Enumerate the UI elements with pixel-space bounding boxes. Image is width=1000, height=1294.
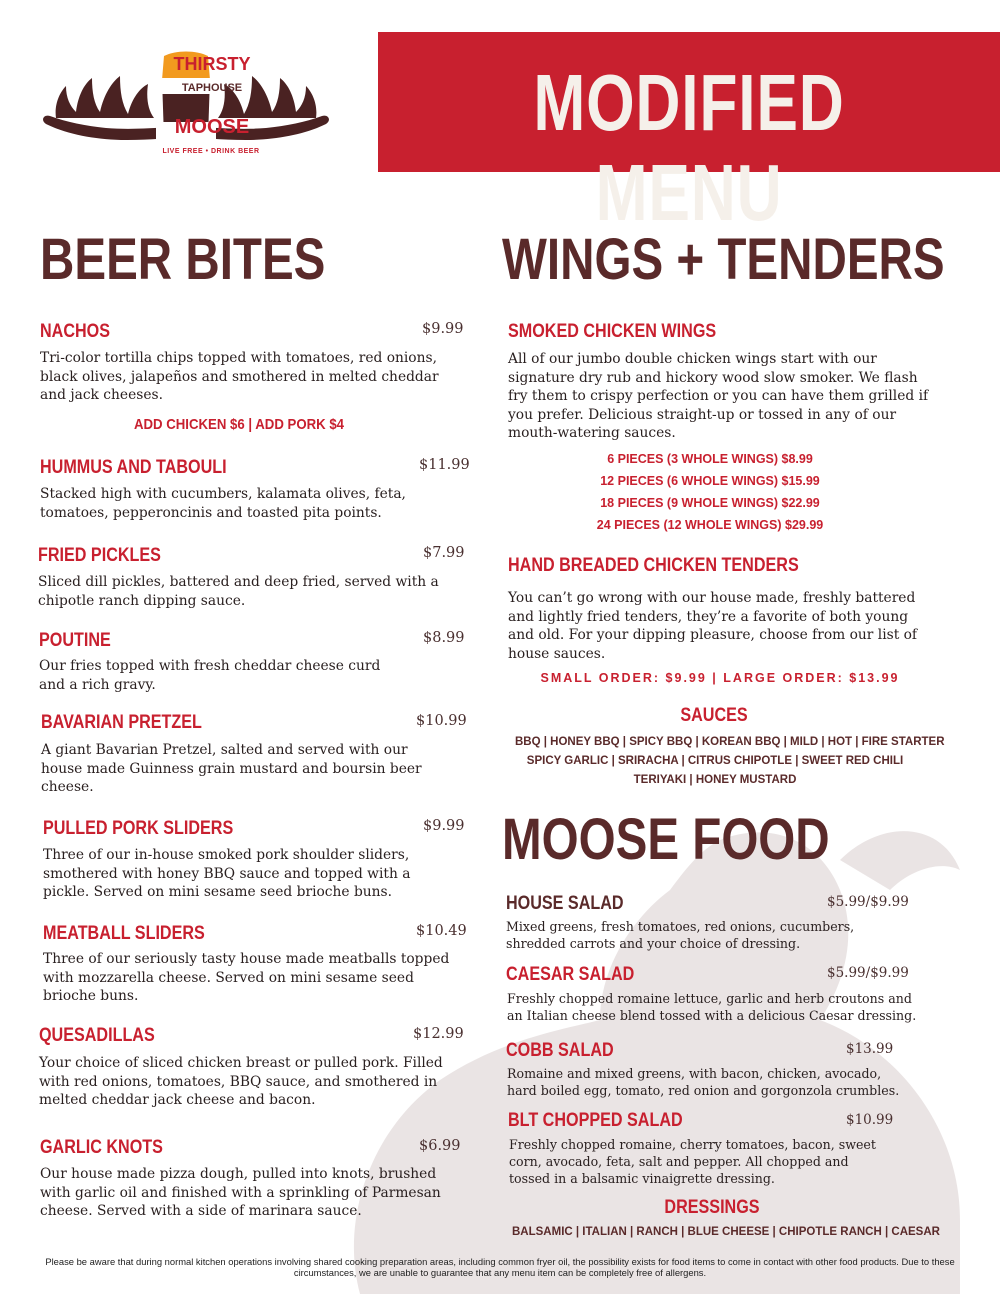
logo-line-taphouse: TAPHOUSE bbox=[181, 82, 243, 94]
brand-logo bbox=[36, 48, 336, 168]
item-name: BAVARIAN PRETZEL bbox=[41, 712, 202, 733]
item-description: Three of our in-house smoked pork shoulder sliders, smothered with honey BBQ sauce and topped with a pickle. Served on mini sesame seed brioche buns. bbox=[43, 847, 411, 900]
item-name: CAESAR SALAD bbox=[506, 964, 635, 985]
item-description: Three of our seriously tasty house made meatballs topped with mozzarella cheese. Served on mini sesame seed brioche buns. bbox=[43, 951, 450, 1004]
item-name: SMOKED CHICKEN WINGS bbox=[508, 321, 717, 342]
sauces-line: SPICY GARLIC | SRIRACHA | CITRUS CHIPOTLE | SWEET RED CHILI bbox=[526, 755, 904, 767]
item-description: Freshly chopped romaine lettuce, garlic and herb croutons and an Italian cheese blend tossed with a delicious Caesar dressing. bbox=[507, 991, 917, 1023]
section-title-moose-food: MOOSE FOOD bbox=[502, 807, 830, 872]
sauces-heading: SAUCES bbox=[680, 705, 748, 726]
logo-wordmark bbox=[160, 52, 264, 144]
item-price: $10.49 bbox=[416, 923, 467, 939]
item-price: $9.99 bbox=[422, 321, 464, 337]
item-description: Your choice of sliced chicken breast or pulled pork. Filled with red onions, tomatoes, BBQ sauce, and smothered in melted cheddar jack cheese and bacon. bbox=[39, 1055, 443, 1108]
item-description: Our fries topped with fresh cheddar cheese curd and a rich gravy. bbox=[39, 658, 381, 693]
logo-slogan: LIVE FREE • DRINK BEER bbox=[162, 148, 260, 155]
item-price: $13.99 bbox=[846, 1041, 894, 1057]
item-name: COBB SALAD bbox=[506, 1040, 614, 1061]
item-price: $10.99 bbox=[416, 713, 467, 729]
item-price: $5.99/$9.99 bbox=[827, 965, 909, 981]
item-price: $7.99 bbox=[423, 545, 465, 561]
item-description: All of our jumbo double chicken wings start with our signature dry rub and hickory wood slow smoker. We flash fry them to crispy perfection or you can have them grilled if you prefer. Delicious straight-up or tossed in any of our mouth-watering sauces. bbox=[508, 351, 929, 441]
item-name: HOUSE SALAD bbox=[506, 893, 624, 914]
item-price: $11.99 bbox=[419, 457, 470, 473]
section-title-wings-tenders: WINGS + TENDERS bbox=[502, 227, 945, 292]
item-description: Romaine and mixed greens, with bacon, chicken, avocado, hard boiled egg, tomato, red onion and gorgonzola crumbles. bbox=[507, 1066, 900, 1098]
wing-option: 24 PIECES (12 WHOLE WINGS) $29.99 bbox=[596, 518, 824, 532]
item-description: Sliced dill pickles, battered and deep fried, served with a chipotle ranch dipping sauce. bbox=[38, 574, 439, 609]
header-banner bbox=[378, 32, 1000, 237]
item-name: PULLED PORK SLIDERS bbox=[43, 818, 234, 839]
item-name: MEATBALL SLIDERS bbox=[43, 923, 205, 944]
item-price: $10.99 bbox=[846, 1112, 894, 1128]
item-description: Our house made pizza dough, pulled into knots, brushed with garlic oil and finished with a sprinkling of Parmesan cheese. Served with a side of marinara sauce. bbox=[40, 1166, 441, 1219]
section-title-beer-bites: BEER BITES bbox=[40, 227, 326, 292]
item-name: GARLIC KNOTS bbox=[40, 1137, 163, 1158]
item-price: $6.99 bbox=[419, 1138, 461, 1154]
allergen-disclaimer: Please be aware that during normal kitchen operations involving shared cooking preparation areas, including common fryer oil, the possibility exists for food items to come in contact with other food products. Due to these circumstances, we are unable to guarantee that any menu item can be completely free of allergens. bbox=[45, 1256, 955, 1278]
item-name: POUTINE bbox=[39, 630, 111, 651]
logo-line-moose: MOOSE bbox=[174, 116, 250, 138]
page-title: MODIFIED MENU bbox=[533, 58, 845, 237]
item-name: FRIED PICKLES bbox=[38, 545, 161, 566]
sauces-line: TERIYAKI | HONEY MUSTARD bbox=[633, 774, 797, 786]
item-name: HAND BREADED CHICKEN TENDERS bbox=[508, 555, 799, 576]
order-sizes: SMALL ORDER: $9.99 | LARGE ORDER: $13.99 bbox=[540, 671, 900, 685]
item-price: $12.99 bbox=[413, 1026, 464, 1042]
wing-option: 18 PIECES (9 WHOLE WINGS) $22.99 bbox=[600, 496, 820, 510]
item-name: HUMMUS AND TABOULI bbox=[40, 457, 227, 478]
item-description: Freshly chopped romaine, cherry tomatoes, bacon, sweet corn, avocado, feta, salt and pepper. All chopped and tossed in a balsamic vinaigrette dressing. bbox=[509, 1137, 876, 1186]
logo-line-thirsty: THIRSTY bbox=[173, 54, 251, 74]
dressings-line: BALSAMIC | ITALIAN | RANCH | BLUE CHEESE | CHIPOTLE RANCH | CAESAR bbox=[512, 1226, 940, 1238]
item-description: Stacked high with cucumbers, kalamata olives, feta, tomatoes, pepperoncinis and toasted pita points. bbox=[40, 486, 406, 521]
wing-option: 12 PIECES (6 WHOLE WINGS) $15.99 bbox=[600, 474, 820, 488]
item-description: You can’t go wrong with our house made, freshly battered and lightly fried tenders, they’re a favorite of both young and old. For your dipping pleasure, choose from our list of house sauces. bbox=[508, 590, 918, 662]
wing-option: 6 PIECES (3 WHOLE WINGS) $8.99 bbox=[607, 452, 813, 466]
item-name: QUESADILLAS bbox=[39, 1025, 155, 1046]
item-price: $5.99/$9.99 bbox=[827, 894, 909, 910]
item-price: $8.99 bbox=[423, 630, 465, 646]
item-addon: ADD CHICKEN $6 | ADD PORK $4 bbox=[133, 416, 345, 433]
item-name: NACHOS bbox=[40, 321, 110, 342]
item-description: Mixed greens, fresh tomatoes, red onions, cucumbers, shredded carrots and your choice of dressing. bbox=[506, 919, 855, 951]
item-price: $9.99 bbox=[423, 818, 465, 834]
item-description: Tri-color tortilla chips topped with tomatoes, red onions, black olives, jalapeños and smothered in melted cheddar and jack cheeses. bbox=[40, 350, 439, 403]
item-description: A giant Bavarian Pretzel, salted and served with our house made Guinness grain mustard and boursin beer cheese. bbox=[41, 742, 422, 795]
item-name: BLT CHOPPED SALAD bbox=[508, 1110, 683, 1131]
sauces-line: BBQ | HONEY BBQ | SPICY BBQ | KOREAN BBQ | MILD | HOT | FIRE STARTER bbox=[515, 736, 945, 748]
dressings-heading: DRESSINGS bbox=[664, 1197, 760, 1218]
